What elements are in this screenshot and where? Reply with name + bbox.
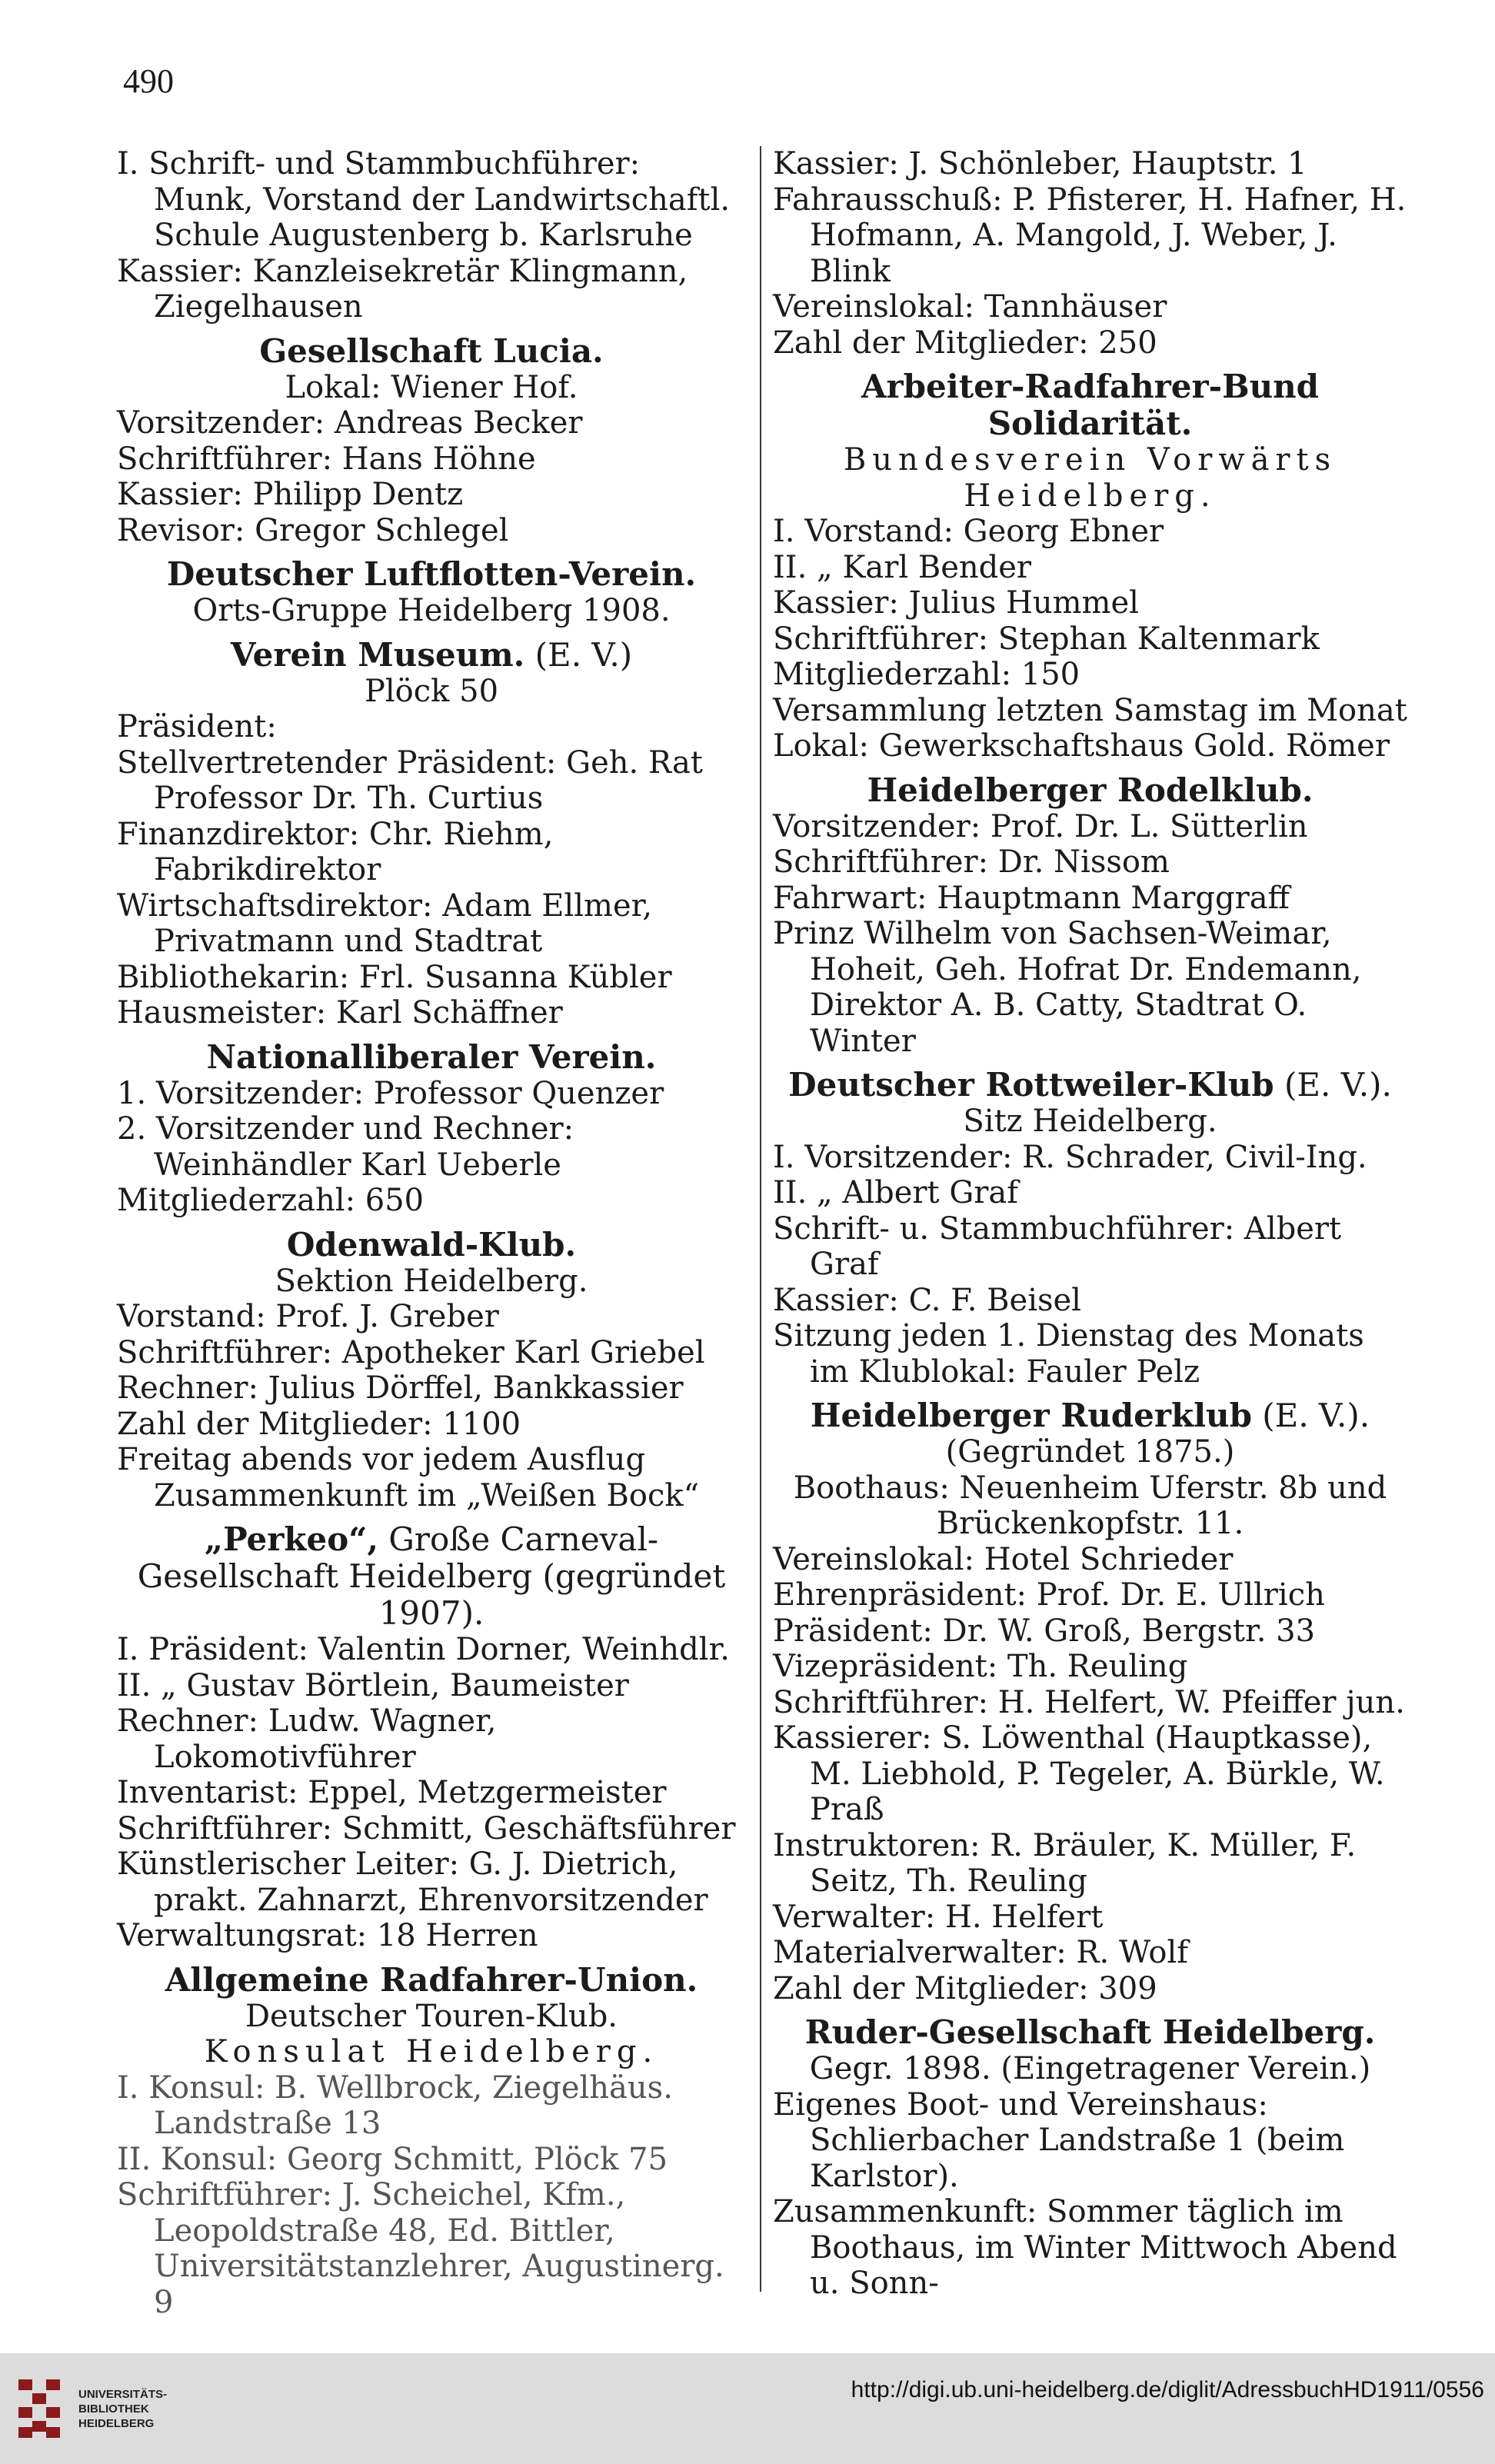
section-heading: [117, 1521, 746, 1632]
section-heading-title: „Perkeo“,: [204, 1520, 378, 1558]
directory-entry: I. Schrift- und Stammbuchführer: Munk, Vorstand der Landwirtschaftl. Schule Augustenberg b. Karlsruhe: [117, 146, 731, 253]
section-subtitle: Bundesverein Vorwärts Heidelberg.: [843, 442, 1337, 514]
directory-entry: Vorsitzender: Prof. Dr. L. Sütterlin: [773, 808, 1308, 844]
right-column: [773, 146, 1407, 2364]
directory-entry: Verwalter: H. Helfert: [773, 1899, 1104, 1935]
directory-entry: Zahl der Mitglieder: 250: [773, 325, 1157, 361]
left-column: [117, 146, 746, 2364]
section-heading-note: (E. V.): [524, 635, 633, 674]
directory-entry: I. Präsident: Valentin Dorner, Weinhdlr.: [117, 1632, 730, 1667]
directory-entry: Vizepräsident: Th. Reuling: [773, 1649, 1188, 1684]
section-subtitle: (Gegründet 1875.): [945, 1434, 1235, 1470]
directory-entry: Revisor: Gregor Schlegel: [117, 512, 509, 548]
directory-entry: Schriftführer: H. Helfert, W. Pfeiffer jun.: [773, 1684, 1405, 1720]
footer-bar: [0, 2353, 1495, 2464]
section-heading-note: Große Carneval-Gesellschaft Heidelberg (gegründet 1907).: [137, 1520, 726, 1632]
directory-entry: II. „ Gustav Börtlein, Baumeister: [117, 1667, 629, 1703]
section-heading-title: Gesellschaft Lucia.: [259, 331, 604, 370]
section-heading-title: Heidelberger Rodelklub.: [867, 771, 1314, 809]
section-subtitle: Lokal: Wiener Hof.: [285, 369, 578, 405]
library-name: [78, 2387, 167, 2431]
directory-entry: I. Vorstand: Georg Ebner: [773, 514, 1164, 549]
section-heading-title: Heidelberger Ruderklub: [810, 1397, 1252, 1434]
directory-entry: Zahl der Mitglieder: 309: [773, 1970, 1157, 2006]
directory-entry: Zusammenkunft: Sommer täglich im Boothaus, im Winter Mittwoch Abend u. Sonn-: [773, 2194, 1397, 2301]
section-heading-title: Allgemeine Radfahrer-Union.: [165, 1960, 698, 1999]
section-subtitle: Orts-Gruppe Heidelberg 1908.: [192, 593, 671, 628]
section-subtitle: Gegr. 1898. (Eingetragener Verein.): [809, 2051, 1371, 2086]
section-heading: [773, 1397, 1407, 1434]
section-heading: [117, 1039, 746, 1076]
column-divider: [760, 146, 761, 2292]
section-heading-title: Verein Museum.: [230, 635, 525, 674]
directory-entry: Eigenes Boot- und Vereinshaus: Schlierbacher Landstraße 1 (beim Karlstor).: [773, 2086, 1345, 2194]
section-heading-title: Deutscher Rottweiler-Klub: [788, 1066, 1274, 1104]
section-heading: [773, 1067, 1407, 1104]
section-subtitle: Deutscher Touren-Klub.: [245, 1998, 618, 2034]
section-subtitle: Konsulat Heidelberg.: [204, 2034, 659, 2069]
directory-entry: Kassier: Kanzleisekretär Klingmann, Ziegelhausen: [117, 253, 688, 325]
directory-entry: Mitgliederzahl: 150: [773, 657, 1080, 692]
section-heading: [117, 1962, 746, 1999]
directory-entry: Freitag abends vor jedem Ausflug Zusammenkunft im „Weißen Bock“: [117, 1442, 700, 1513]
page-number: 490: [123, 62, 174, 100]
directory-entry: Kassier: J. Schönleber, Hauptstr. 1: [773, 146, 1307, 181]
directory-entry: Schriftführer: Stephan Kaltenmark: [773, 621, 1320, 657]
directory-entry: Finanzdirektor: Chr. Riehm, Fabrikdirektor: [117, 816, 554, 887]
library-seal-icon: [15, 2376, 69, 2442]
directory-entry: Mitgliederzahl: 650: [117, 1183, 425, 1218]
directory-entry: Schriftführer: Apotheker Karl Griebel: [117, 1334, 705, 1370]
directory-entry: Kassier: Philipp Dentz: [117, 477, 464, 512]
directory-entry: Inventarist: Eppel, Metzgermeister: [117, 1775, 667, 1810]
directory-entry: II. „ Albert Graf: [773, 1175, 1019, 1210]
section-heading: [117, 1227, 746, 1264]
directory-entry: Kassier: Julius Hummel: [773, 585, 1139, 621]
section-heading-title: Ruder-Gesellschaft Heidelberg.: [804, 2013, 1376, 2051]
directory-entry: Rechner: Ludw. Wagner, Lokomotivführer: [117, 1703, 497, 1775]
directory-entry: I. Konsul: B. Wellbrock, Ziegelhäus. Landstraße 13: [117, 2069, 673, 2141]
directory-entry: Schriftführer: Dr. Nissom: [773, 844, 1170, 880]
directory-entry: Schriftführer: Hans Höhne: [117, 441, 536, 477]
section-heading: [773, 368, 1407, 442]
section-heading: [117, 556, 746, 593]
directory-entry: Vereinslokal: Tannhäuser: [773, 289, 1167, 325]
directory-entry: Hausmeister: Karl Schäffner: [117, 995, 563, 1031]
section-heading-title: Odenwald-Klub.: [286, 1225, 577, 1264]
directory-entry: Sitzung jeden 1. Dienstag des Monats im Klublokal: Fauler Pelz: [773, 1318, 1364, 1390]
directory-entry: Prinz Wilhelm von Sachsen-Weimar, Hoheit, Geh. Hofrat Dr. Endemann, Direktor A. B. Catty, Stadtrat O. Winter: [773, 916, 1362, 1059]
directory-entry: Fahrwart: Hauptmann Marggraff: [773, 880, 1290, 916]
directory-entry: Materialverwalter: R. Wolf: [773, 1935, 1189, 1970]
section-heading-title: Deutscher Luftflotten-Verein.: [166, 555, 697, 593]
directory-entry: II. Konsul: Georg Schmitt, Plöck 75: [117, 2141, 668, 2177]
directory-entry: Ehrenpräsident: Prof. Dr. E. Ullrich: [773, 1577, 1325, 1613]
directory-entry: Vorsitzender: Andreas Becker: [117, 405, 583, 441]
section-heading: [773, 772, 1407, 809]
directory-entry: Präsident:: [117, 709, 277, 744]
directory-entry: Versammlung letzten Samstag im Monat: [773, 692, 1407, 728]
section-subtitle: Sektion Heidelberg.: [275, 1263, 588, 1299]
section-subtitle: Boothaus: Neuenheim Uferstr. 8b und Brückenkopfstr. 11.: [793, 1470, 1387, 1541]
directory-entry: Lokal: Gewerkschaftshaus Gold. Römer: [773, 728, 1390, 764]
directory-entry: Vorstand: Prof. J. Greber: [117, 1299, 499, 1334]
section-heading-title: Nationalliberaler Verein.: [206, 1037, 657, 1076]
directory-entry: Verwaltungsrat: 18 Herren: [117, 1918, 538, 1953]
directory-entry: Fahrausschuß: P. Pfisterer, H. Hafner, H. Hofmann, A. Mangold, J. Weber, J. Blink: [773, 181, 1407, 289]
section-subtitle: Sitz Heidelberg.: [963, 1104, 1217, 1139]
section-heading-title: Arbeiter-Radfahrer-Bund Solidarität.: [861, 368, 1320, 442]
directory-entry: Wirtschaftsdirektor: Adam Ellmer, Privatmann und Stadtrat: [117, 887, 653, 959]
directory-entry: Instruktoren: R. Bräuler, K. Müller, F. Seitz, Th. Reuling: [773, 1827, 1357, 1899]
section-heading-note: (E. V.).: [1251, 1397, 1370, 1434]
section-heading: [117, 333, 746, 370]
library-name-line-2: BIBLIOTHEK: [78, 2402, 149, 2416]
directory-entry: 1. Vorsitzender: Professor Quenzer: [117, 1075, 664, 1111]
directory-entry: Schrift- u. Stammbuchführer: Albert Graf: [773, 1210, 1342, 1282]
directory-entry: I. Vorsitzender: R. Schrader, Civil-Ing.: [773, 1139, 1367, 1175]
source-url[interactable]: http://digi.ub.uni-heidelberg.de/diglit/AdressbuchHD1911/0556: [851, 2377, 1484, 2402]
directory-entry: Kassierer: S. Löwenthal (Hauptkasse), M. Liebhold, P. Tegeler, A. Bürkle, W. Praß: [773, 1720, 1385, 1827]
directory-entry: Künstlerischer Leiter: G. J. Dietrich, prakt. Zahnarzt, Ehrenvorsitzender: [117, 1846, 708, 1918]
directory-entry: 2. Vorsitzender und Rechner: Weinhändler Karl Ueberle: [117, 1111, 574, 1183]
directory-entry: Vereinslokal: Hotel Schrieder: [773, 1541, 1234, 1577]
section-heading: [117, 637, 746, 674]
directory-entry: Schriftführer: J. Scheichel, Kfm., Leopoldstraße 48, Ed. Bittler, Universitätstanzlehrer, Augustinerg. 9: [117, 2177, 724, 2320]
library-name-line-3: HEIDELBERG: [78, 2417, 155, 2430]
directory-entry: Präsident: Dr. W. Groß, Bergstr. 33: [773, 1613, 1316, 1649]
directory-entry: Bibliothekarin: Frl. Susanna Kübler: [117, 959, 672, 995]
directory-entry: Stellvertretender Präsident: Geh. Rat Professor Dr. Th. Curtius: [117, 744, 703, 816]
directory-entry: Rechner: Julius Dörffel, Bankkassier: [117, 1370, 684, 1406]
section-subtitle: Plöck 50: [364, 673, 499, 709]
directory-entry: II. „ Karl Bender: [773, 549, 1032, 585]
directory-entry: Kassier: C. F. Beisel: [773, 1282, 1081, 1318]
library-name-line-1: UNIVERSITÄTS-: [78, 2388, 168, 2401]
section-heading: [773, 2014, 1407, 2051]
section-heading-note: (E. V.).: [1274, 1066, 1392, 1104]
directory-entry: Zahl der Mitglieder: 1100: [117, 1406, 521, 1442]
directory-entry: Schriftführer: Schmitt, Geschäftsführer: [117, 1810, 736, 1846]
library-logo[interactable]: [15, 2369, 194, 2449]
